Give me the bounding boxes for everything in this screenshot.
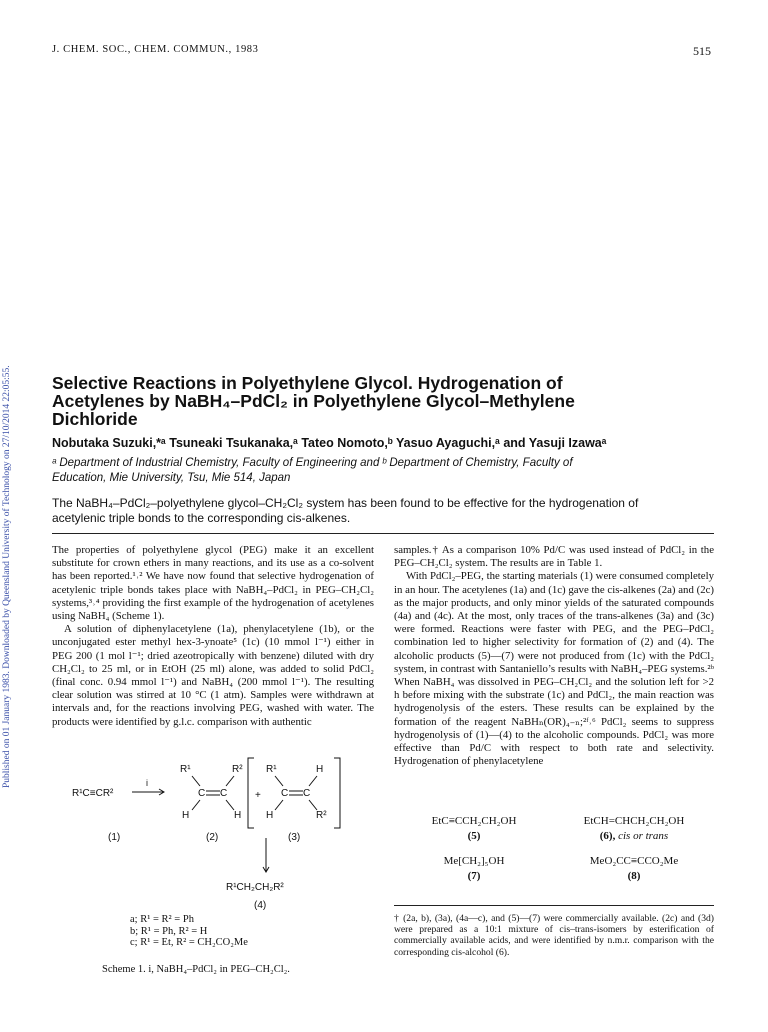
label-2: (2) — [206, 832, 219, 843]
svg-text:C: C — [281, 788, 289, 799]
abstract-line: The NaBH₄–PdCl₂–polyethylene glycol–CH₂Cl₂ system has been found to be effective for the hydrogenation of — [52, 496, 639, 510]
product-4-formula: R¹CH₂CH₂R² — [226, 882, 284, 893]
abstract-line: acetylenic triple bonds to the corresponding cis-alkenes. — [52, 511, 351, 525]
svg-text:R¹: R¹ — [266, 764, 277, 775]
label-3: (3) — [288, 832, 301, 843]
compound-7 — [394, 855, 554, 882]
svg-text:H: H — [234, 810, 242, 821]
affiliation-line: ᵃ Department of Industrial Chemistry, Faculty of Engineering and ᵇ Department of Chemistry, Faculty of — [52, 457, 573, 469]
download-watermark[interactable]: Published on 01 January 1983. Downloaded by Queensland University of Technology on 27/10/2014 22:05:55. — [2, 365, 12, 788]
compound-6 — [554, 815, 714, 842]
compound-8 — [554, 855, 714, 882]
author-list: Nobutaka Suzuki,*ᵃ Tsuneaki Tsukanaka,ᵃ Tateo Nomoto,ᵇ Yasuo Ayaguchi,ᵃ and Yasuji Izawaᵃ — [52, 436, 607, 450]
label-4: (4) — [254, 900, 267, 911]
svg-text:R¹: R¹ — [180, 764, 191, 775]
compound-formula: MeO₂CC≡CCO₂Me — [589, 855, 679, 867]
svg-text:R²: R² — [232, 764, 243, 775]
compound-label: (6), — [599, 830, 616, 842]
compound-formula: Me[CH₂]₅OH — [443, 855, 505, 867]
paragraph: A solution of diphenylacetylene (1a), phenylacetylene (1b), or the unconjugated ester methyl hex-3-ynoate⁵ (1c) (10 mmol l⁻¹) either in PEG 200 (1 mol l⁻¹; dried azeotropically with benzene) diluted with dry CH₂Cl₂ to 25 ml, or in EtOH (25 ml) alone, was added to solid PdCl₂ (final conc. 0.94 mmol l⁻¹) and NaBH₄ (200 mmol l⁻¹). The resulting clear solution was stirred at 10 °C (1 atm). Samples were withdrawn at intervals and, for the reactions involving PEG, washed with water. The products were identified by g.l.c. comparison with authentic — [52, 623, 374, 728]
paragraph: The properties of polyethylene glycol (PEG) make it an excellent substitute for crown ethers in many reactions, and its use as a co-solvent has been reported.¹˒² We have now found that selective hydrogenation of acetylenic triple bonds takes place with NaBH₄–PdCl₂ in PEG–CH₂Cl₂ systems,³˒⁴ providing the first example of the hydrogenation of acetylenes using NaBH₄ (Scheme 1). — [52, 544, 374, 623]
svg-text:C: C — [198, 788, 206, 799]
substituent-legend — [130, 914, 248, 949]
legend-entry: b; R¹ = Ph, R² = H — [130, 925, 208, 937]
arrow-label: i — [146, 778, 148, 788]
legend-entry: c; R¹ = Et, R² = CH₂CO₂Me — [130, 937, 248, 948]
compound-5 — [394, 815, 554, 842]
journal-header: J. CHEM. SOC., CHEM. COMMUN., 1983 — [52, 44, 259, 55]
compound-formula: EtCH=CHCH₂CH₂OH — [583, 815, 685, 827]
abstract — [52, 496, 714, 526]
article-title — [52, 374, 712, 428]
reactant-formula: R¹C≡CR² — [72, 788, 114, 799]
scheme-caption: Scheme 1. i, NaBH₄–PdCl₂ in PEG–CH₂Cl₂. — [102, 964, 290, 975]
svg-text:H: H — [182, 810, 190, 821]
compound-label: (7) — [467, 870, 481, 882]
svg-text:R²: R² — [316, 810, 327, 821]
title-line: Selective Reactions in Polyethylene Glycol. Hydrogenation of — [52, 373, 563, 393]
svg-text:H: H — [316, 764, 324, 775]
page-number: 515 — [693, 44, 711, 58]
svg-text:H: H — [266, 810, 274, 821]
legend-entry: a; R¹ = R² = Ph — [130, 914, 194, 925]
svg-text:C: C — [220, 788, 228, 799]
left-column — [52, 544, 374, 729]
affiliation-line: Education, Mie University, Tsu, Mie 514, Japan — [52, 472, 291, 484]
svg-text:+: + — [255, 790, 261, 801]
footnote: † (2a, b), (3a), (4a—c), and (5)—(7) were commercially available. (2c) and (3d) were prepared as a 10:1 mixture of cis–trans-isomers by esterification of commercially available acids, and were identified by n.m.r. comparison with the corresponding cis-alcohol (6). — [394, 913, 714, 958]
compound-label: (5) — [467, 830, 481, 842]
compound-formula: EtC≡CCH₂CH₂OH — [431, 815, 517, 827]
svg-text:C: C — [303, 788, 311, 799]
title-line: Dichloride — [52, 409, 138, 429]
label-1: (1) — [108, 832, 121, 843]
right-column — [394, 544, 714, 768]
title-line: Acetylenes by NaBH₄–PdCl₂ in Polyethylene Glycol–Methylene — [52, 391, 575, 411]
affiliations — [52, 456, 712, 486]
paragraph: With PdCl₂–PEG, the starting materials (1) were consumed completely in an hour. The acetylenes (1a) and (1c) gave the cis-alkenes (2a) and (2c) as the major products, and only minor yields of the saturated compounds (4a) and (4c). At the most, only traces of the trans-alkenes (3a) and (3c) were formed. Reactions were faster with PEG, and the PEG–PdCl₂ combination led to higher selectivity for formation of (2) and (4). The alcoholic products (5)—(7) were not produced from (1c) with the PdCl₂ system, in contrast with Santaniello’s results with NaBH₄–PEG systems.²ᵇ When NaBH₄ was dissolved in PEG–CH₂Cl₂ and the solution left for >2 h before mixing with the substrate (1c) and PdCl₂, the main reaction was hydrogenolysis of the esters. These results can be explained by the formation of the reagent NaBHₙ(OR)₄₋ₙ;²ᶠ˒⁶ PdCl₂ seems to suppress hydrogenolysis of (1)—(4) to the alcoholic compounds. PdCl₂ was more effective than Pd/C with respect to both rate and selectivity. Hydrogenation of phenylacetylene — [394, 570, 714, 768]
paragraph: samples.† As a comparison 10% Pd/C was used instead of PdCl₂ in the PEG–CH₂Cl₂ system. The results are in Table 1. — [394, 544, 714, 570]
compound-note: cis or trans — [618, 830, 669, 842]
footnote-rule — [394, 905, 714, 906]
scheme-drawing — [70, 748, 370, 918]
compound-label: (8) — [627, 870, 641, 882]
header-rule — [52, 533, 714, 534]
